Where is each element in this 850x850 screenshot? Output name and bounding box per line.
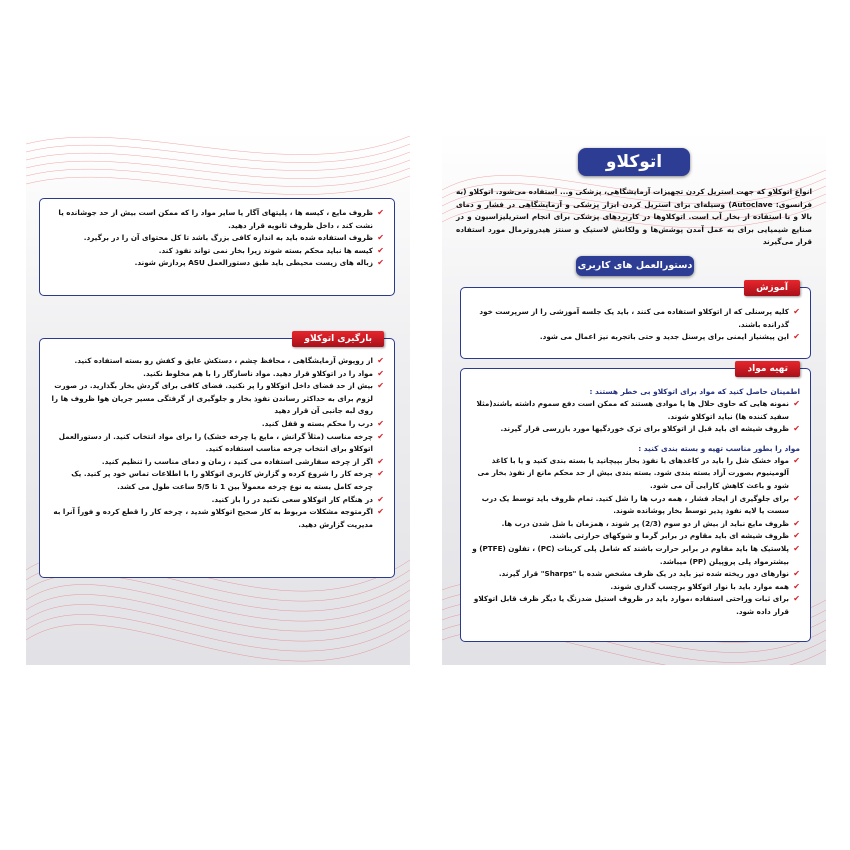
training-section-tab: آموزش [744,280,800,296]
prep-packaging-list [471,455,800,619]
list-item: ✔ زباله های زیست محیطی باید طبق دستورالعمل ASU پردازش شوند. [50,257,384,270]
list-item: ✔ همه موارد باید با نوار اتوکلاو برچسب گذاری شوند. [471,581,800,594]
list-item: ✔ کیسه ها نباید محکم بسته شوند زیرا بخار نمی تواند نفوذ کند. [50,245,384,258]
list-item: ✔ مواد را در اتوکلاو قرار دهید. مواد ناسازگار را با هم مخلوط نکنید. [50,368,384,381]
list-item: ✔ ظروف مایع نباید از بیش از دو سوم (2/3) پر شوند ، همزمان با شل شدن درب ها. [471,518,800,531]
list-item: ✔ برای ثبات وراحتی استفاده ،موارد باید در ظروف استیل ضدزنگ یا دیگر ظرف قابل اتوکلاو قرار داده شود. [471,593,800,618]
list-item: ✔ بیش از حد فضای داخل اتوکلاو را پر نکنید. فضای کافی برای گردش بخار بگذارید. در صورت لزوم برای به حداکثر رساندن نفوذ بخار و جلوگیری از گرفتگی مسیر جریان هوا ظروف ها را روی لبه جانبی آن قرار دهید [50,380,384,418]
page-title: اتوکلاو [578,148,690,176]
prep-subtitle-safety: اطمینان حاصل کنید که مواد برای اتوکلاو بی خطر هستند : [589,387,800,396]
list-item: ✔ در هنگام کار اتوکلاو سعی نکنید در را باز کنید. [50,494,384,507]
list-item: ✔ چرخه کار را شروع کرده و گزارش کاربری اتوکلاو را با اطلاعات تماس خود پر کنید. یک چرخه کامل بسته به نوع چرخه معمولاً بین 1 تا 5/5 ساعت طول می کشد. [50,468,384,493]
intro-paragraph: انواع اتوکلاو که جهت استریل کردن تجهیزات آزمایشگاهی، پزشکی و... استفاده می‌شود. اتوکلاو (به فرانسوی: Autoclave) وسیله‌ای برای استریل کردن ابزار پزشکی و آزمایشگاهی در فشار و دمای بالا و با استفاده از بخار آب است. اتوکلاوها در کاربردهای پزشکی برای انجام استریلیزاسیون و در صنایع شیمیایی برای به عمل آمدن پوشش‌ها و ولکانش لاستیک و سنتز هیدروترمال مورد استفاده قرار می‌گیرند [456,187,812,246]
list-item: ✔ برای جلوگیری از ایجاد فشار ، همه درب ها را شل کنید. تمام ظروف باید توسط یک درب سست یا لایه نفوذ پذیر توسط بخار پوشانده شوند. [471,493,800,518]
list-item: ✔ درب را محکم بسته و قفل کنید. [50,418,384,431]
training-items-list [471,306,800,344]
list-item: ✔ اگرمتوجه مشکلات مربوط به کار صحیح اتوکلاو شدید ، چرخه کار را قطع کرده و فوراً آنرا به مدیریت گزارش دهید. [50,506,384,531]
prep-safety-list [471,398,800,436]
training-box [460,283,811,359]
list-item: ✔ ظروف شیشه ای باید مقاوم در برابر گرما و شوکهای حرارتی باشند. [471,530,800,543]
top-items-box [39,198,395,296]
list-item: ✔ چرخه مناسب (مثلاً گرانش ، مایع یا چرخه خشک) را برای مواد انتخاب کنید. از دستورالعمل اتوکلاو برای انتخاب چرخه مناسب استفاده کنید. [50,431,384,456]
list-item: ✔ نوارهای دور ریخته شده تیز باید در یک ظرف مشخص شده با "Sharps" قرار گیرند. [471,568,800,581]
list-item: ✔ ظروف مایع ، کیسه ها ، پلیتهای آگار یا سایر مواد را که ممکن است بیش از حد جوشانده یا نشت کند ، داخل ظروف ثانویه قرار دهید. [50,207,384,232]
list-item: ✔ از روپوش آزمایشگاهی ، محافظ چشم ، دستکش عایق و کفش رو بسته استفاده کنید. [50,355,384,368]
list-item: ✔ اگر از چرخه سفارشی استفاده می کنید ، زمان و دمای مناسب را تنظیم کنید. [50,456,384,469]
loading-box [39,334,395,578]
list-item: ✔ پلاستیک ها باید مقاوم در برابر حرارت باشند که شامل پلی کربنات (PC) ، تفلون (PTFE) و بیشترمواد پلی پروپیلن (PP) میباشد. [471,543,800,568]
prep-section-tab: تهیه مواد [735,361,800,377]
prep-subtitle-packaging: مواد را بطور مناسب تهیه و بسته بندی کنید : [638,443,800,453]
list-item: ✔ این پیشنیاز ایمنی برای پرسنل جدید و حتی باتجربه نیز اعمال می شود. [471,331,800,344]
loading-section-tab: بارگیری اتوکلاو [292,331,384,347]
list-item: ✔ نمونه هایی که حاوی حلال ها یا موادی هستند که ممکن است دفع سموم داشته باشند(مثلا سفید کننده ها) نباید اتوکلاو شوند. [471,398,800,423]
right-page [442,130,826,665]
list-item: ✔ ظروف شیشه ای باید قبل از اتوکلاو برای ترک خوردگیها مورد بازرسی قرار گیرند. [471,423,800,436]
loading-items-list [50,355,384,531]
list-item: ✔ ظروف استفاده شده باید به اندازه کافی بزرگ باشد تا کل محتوای آن را در برگیرد. [50,232,384,245]
top-items-list [50,207,384,270]
prep-box [460,364,811,642]
left-page [26,130,410,665]
list-item: ✔ مواد خشک شل را باید در کاغذهای با نفوذ بخار بپیچانید یا بسته بندی کنید و یا با کاغذ آلومینیوم بصورت آزاد بسته بندی شود. بسته بندی بیش از حد محکم مانع از نفوذ بخار می شود و باعث کاهش کارایی آن می شود. [471,455,800,493]
instructions-heading: دستورالعمل های کاربری [576,256,694,276]
list-item: ✔ کلیه پرسنلی که از اتوکلاو استفاده می کنند ، باید یک جلسه آموزشی را از سرپرست خود گذرانده باشند. [471,306,800,331]
